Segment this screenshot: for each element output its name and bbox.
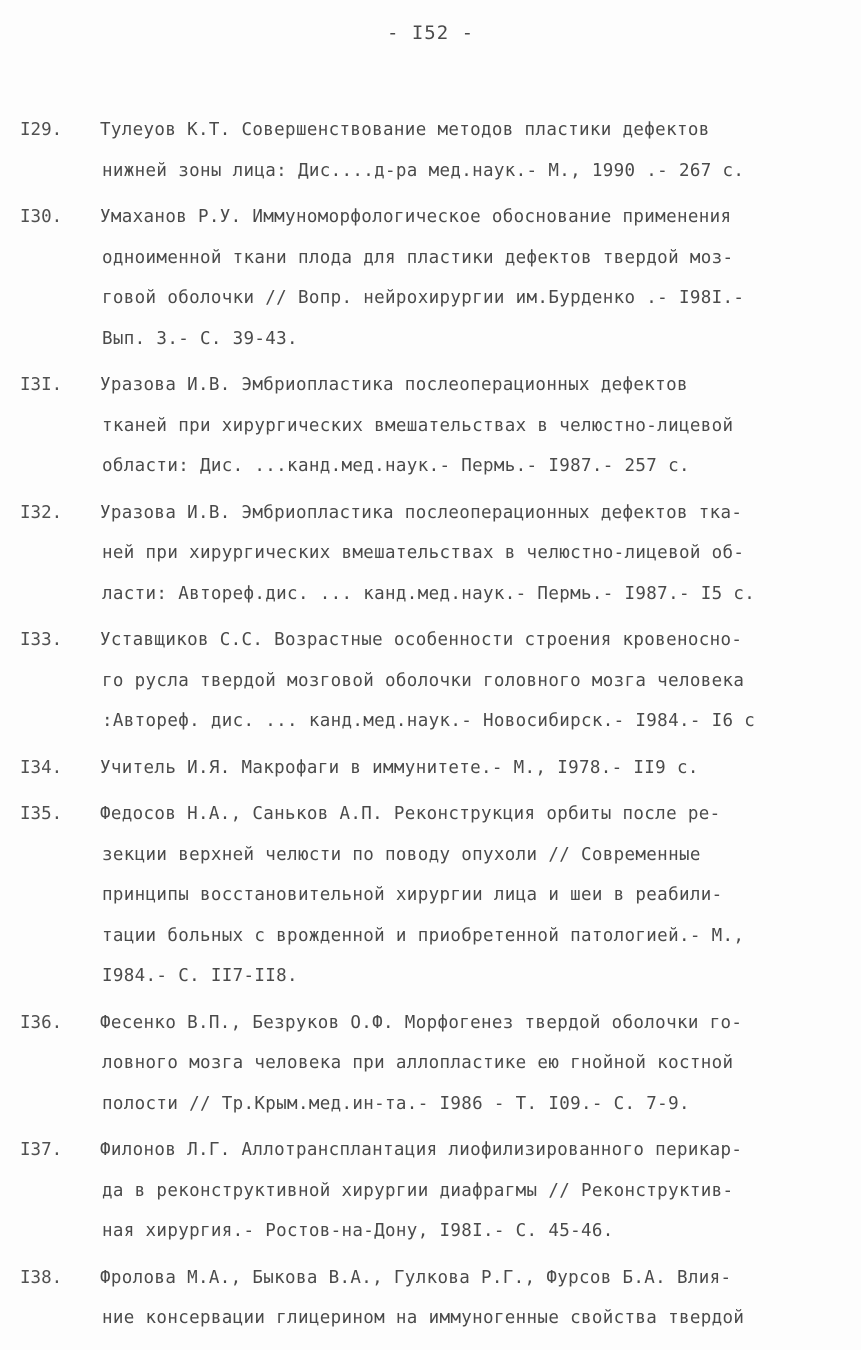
bibliography-entry xyxy=(20,1258,840,1339)
entry-text-line: Федосов Н.А., Саньков А.П. Реконструкция орбиты после ре- xyxy=(100,804,721,824)
entry-text-line: ласти: Автореф.дис. ... канд.мед.наук.- Пермь.- I987.- I5 с. xyxy=(102,583,756,604)
entry-number: I29. xyxy=(20,120,63,140)
entry-text-line: Уразова И.В. Эмбриопластика послеоперационных дефектов тка- xyxy=(100,502,743,523)
bibliography-entry xyxy=(20,1130,840,1252)
bibliography-entry xyxy=(20,748,840,789)
entry-text-line: Вып. 3.- С. 39-43. xyxy=(102,328,298,349)
entry-text-line: Уставщиков С.С. Возрастные особенности строения кровеносно- xyxy=(100,630,743,650)
bibliography-entry xyxy=(20,110,840,191)
bibliography-entry xyxy=(20,794,840,997)
entry-text-line: Умаханов Р.У. Иммуноморфологическое обоснование применения xyxy=(100,207,732,227)
entry-text-line: ная хирургия.- Ростов-на-Дону, I98I.- С. 45-46. xyxy=(102,1221,614,1241)
entry-text-line: одноименной ткани плода для пластики дефектов твердой моз- xyxy=(102,247,734,268)
entry-text-line: полости // Тр.Крым.мед.ин-та.- I986 - Т. I09.- С. 7-9. xyxy=(102,1093,690,1114)
entry-text-line: говой оболочки // Вопр. нейрохирургии им.Бурденко .- I98I.- xyxy=(102,288,745,308)
page-number: - I52 - xyxy=(386,22,475,44)
bibliography-entry xyxy=(20,365,840,487)
bibliography-entry xyxy=(20,493,840,615)
bibliography-entry xyxy=(20,197,840,359)
bibliography-entry xyxy=(20,620,840,742)
entry-text-line: принципы восстановительной хирургии лица и шеи в реабили- xyxy=(102,885,723,905)
entry-number: I35. xyxy=(20,804,63,824)
entry-number: I36. xyxy=(20,1012,63,1033)
entry-text-line: Фесенко В.П., Безруков О.Ф. Морфогенез твердой оболочки го- xyxy=(100,1012,743,1033)
entry-text-line: Уразова И.В. Эмбриопластика послеоперационных дефектов xyxy=(100,375,688,395)
entry-number: I38. xyxy=(20,1267,63,1288)
entry-text-line: Филонов Л.Г. Аллотрансплантация лиофилизированного перикар- xyxy=(100,1140,743,1160)
entry-number: I32. xyxy=(20,502,63,523)
entry-text-line: ней при хирургических вмешательствах в челюстно-лицевой об- xyxy=(102,543,745,563)
entry-text-line: :Автореф. дис. ... канд.мед.наук.- Новосибирск.- I984.- I6 с xyxy=(102,711,756,731)
entry-text-line: зекции верхней челюсти по поводу опухоли // Современные xyxy=(102,844,701,865)
entry-text-line: го русла твердой мозговой оболочки головного мозга человека xyxy=(102,670,745,691)
bibliography-entry xyxy=(20,1003,840,1125)
entry-number: I34. xyxy=(20,757,63,778)
entry-text-line: тации больных с врожденной и приобретенной патологией.- М., xyxy=(102,925,745,946)
entry-text-line: да в реконструктивной хирургии диафрагмы // Реконструктив- xyxy=(102,1180,734,1201)
bibliography-list xyxy=(20,110,840,1345)
entry-number: I33. xyxy=(20,630,63,650)
entry-number: I30. xyxy=(20,207,63,227)
entry-number: I3I. xyxy=(20,375,63,395)
entry-number: I37. xyxy=(20,1140,63,1160)
entry-text-line: ние консервации глицерином на иммуногенные свойства твердой xyxy=(102,1308,745,1328)
entry-text-line: ловного мозга человека при аллопластике ею гнойной костной xyxy=(102,1053,734,1073)
entry-text-line: области: Дис. ...канд.мед.наук.- Пермь.- I987.- 257 с. xyxy=(102,456,690,476)
entry-text-line: Учитель И.Я. Макрофаги в иммунитете.- М., I978.- II9 с. xyxy=(100,757,699,778)
entry-text-line: нижней зоны лица: Дис....д-ра мед.наук.- М., 1990 .- 267 с. xyxy=(102,160,745,181)
entry-text-line: I984.- С. II7-II8. xyxy=(102,966,298,986)
entry-text-line: Тулеуов К.Т. Совершенствование методов пластики дефектов xyxy=(100,120,710,140)
entry-text-line: тканей при хирургических вмешательствах в челюстно-лицевой xyxy=(102,415,734,436)
entry-text-line: Фролова М.А., Быкова В.А., Гулкова Р.Г., Фурсов Б.А. Влия- xyxy=(100,1267,732,1288)
